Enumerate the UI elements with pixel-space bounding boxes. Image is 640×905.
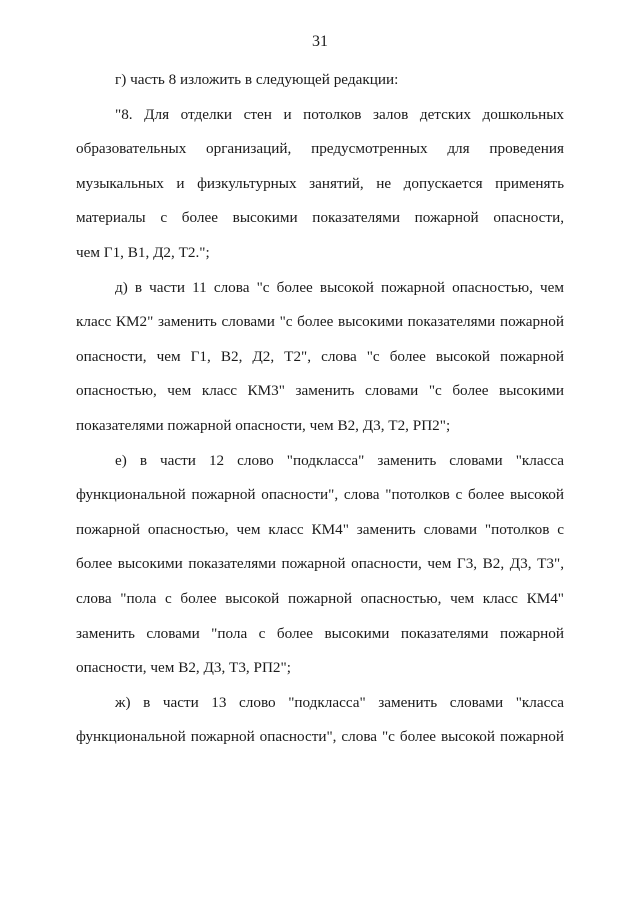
text-line: более высокими показателями пожарной опасности, чем Г3, В2, Д3, Т3", [76, 555, 564, 573]
text-line: музыкальных и физкультурных занятий, не допускается применять [76, 174, 564, 192]
text-line: опасности, чем Г1, В2, Д2, Т2", слова "с более высокой пожарной [76, 347, 564, 365]
text-line: е) в части 12 слово "подкласса" заменить словами "класса [115, 451, 564, 469]
text-line: материалы с более высокими показателями пожарной опасности, [76, 209, 564, 227]
text-line: г) часть 8 изложить в следующей редакции: [115, 71, 399, 88]
text-line: опасностью, чем класс КМ3" заменить словами "с более высокими [76, 382, 564, 400]
text-line: образовательных организаций, предусмотренных для проведения [76, 140, 564, 158]
page-number: 31 [312, 33, 328, 50]
text-line: показателями пожарной опасности, чем В2, Д3, Т2, РП2"; [76, 416, 451, 434]
text-line: функциональной пожарной опасности", слова "с более высокой пожарной [76, 728, 564, 746]
text-line: д) в части 11 слова "с более высокой пожарной опасностью, чем [115, 278, 564, 296]
document-body [76, 70, 564, 762]
text-line: слова "пола с более высокой пожарной опасностью, чем класс КМ4" [76, 589, 564, 607]
text-line: ж) в части 13 слово "подкласса" заменить словами "класса [115, 693, 564, 711]
text-line: класс КМ2" заменить словами "с более высокими показателями пожарной [76, 313, 564, 331]
text-line: "8. Для отделки стен и потолков залов детских дошкольных [115, 105, 564, 123]
text-line: чем Г1, В1, Д2, Т2."; [76, 243, 210, 261]
text-line: заменить словами "пола с более высокими показателями пожарной [76, 624, 564, 642]
text-line: опасности, чем В2, Д3, Т3, РП2"; [76, 659, 291, 677]
text-line: пожарной опасностью, чем класс КМ4" заменить словами "потолков с [76, 520, 564, 538]
text-line: функциональной пожарной опасности", слова "потолков с более высокой [76, 486, 564, 504]
